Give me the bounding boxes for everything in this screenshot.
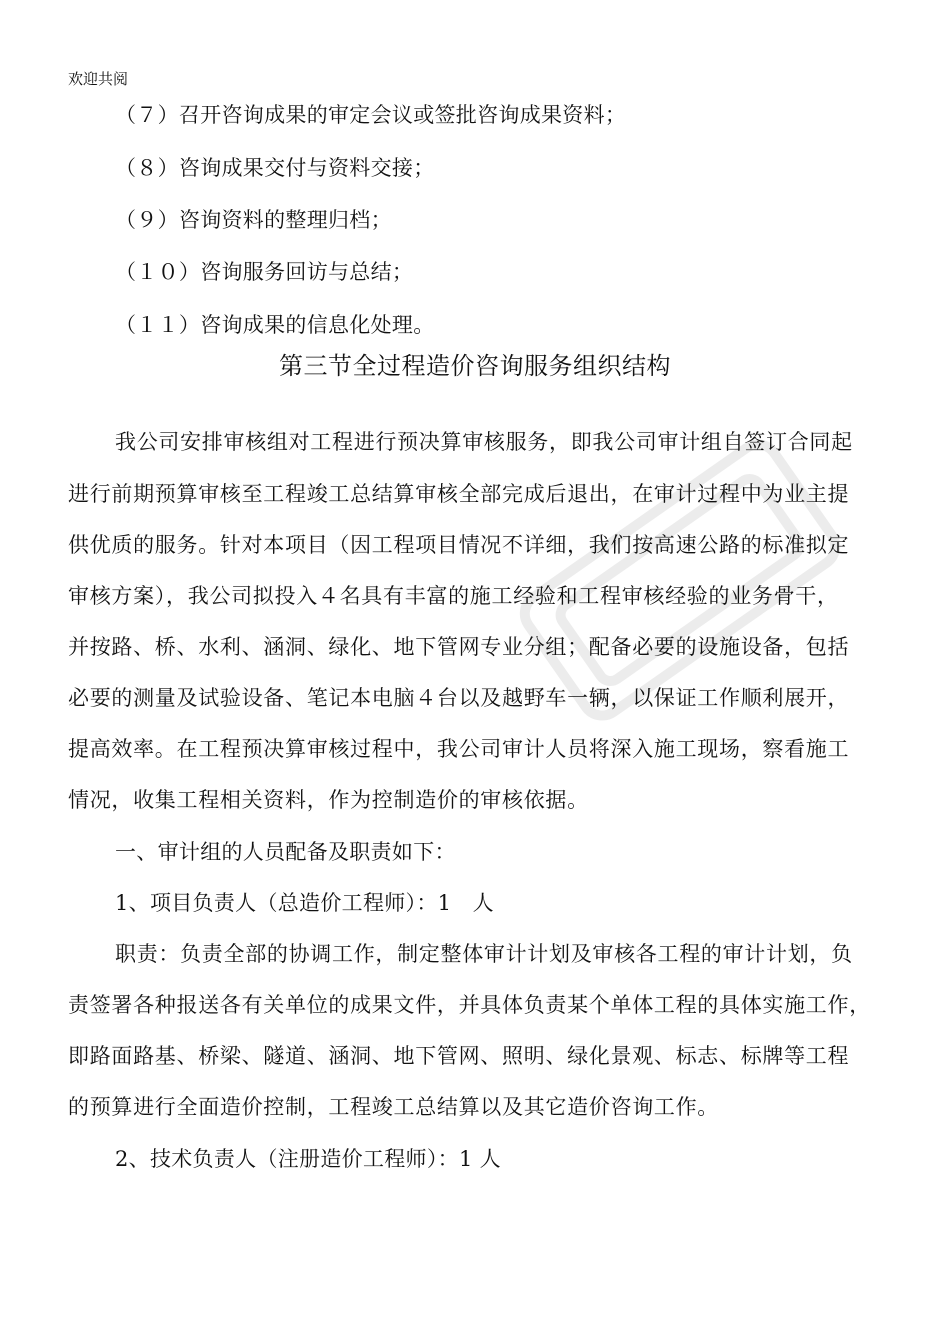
paragraph-line: 即路面路基、桥梁、隧道、涵洞、地下管网、照明、绿化景观、标志、标牌等工程	[68, 1044, 850, 1068]
paragraph-line: 审核方案），我公司拟投入４名具有丰富的施工经验和工程审核经验的业务骨干，	[68, 584, 839, 608]
role-line: 2、技术负责人（注册造价工程师）：1 人	[115, 1147, 501, 1171]
role-line: 1、项目负责人（总造价工程师）：1 人	[115, 891, 494, 915]
header-note: 欢迎共阅	[68, 70, 129, 88]
paragraph-line: 进行前期预算审核至工程竣工总结算审核全部完成后退出，在审计过程中为业主提	[68, 482, 850, 506]
paragraph-line: 情况，收集工程相关资料，作为控制造价的审核依据。	[68, 788, 589, 812]
section-title: 第三节全过程造价咨询服务组织结构	[279, 352, 671, 380]
paragraph-line: 我公司安排审核组对工程进行预决算审核服务，即我公司审计组自签订合同起	[115, 430, 853, 454]
list-item: （７）召开咨询成果的审定会议或签批咨询成果资料；	[115, 103, 627, 127]
list-item: （８）咨询成果交付与资料交接；	[115, 156, 435, 180]
paragraph-line: 并按路、桥、水利、涵洞、绿化、地下管网专业分组；配备必要的设施设备，包括	[68, 635, 850, 659]
paragraph-line: 的预算进行全面造价控制，工程竣工总结算以及其它造价咨询工作。	[68, 1095, 719, 1119]
paragraph-line: 提高效率。在工程预决算审核过程中，我公司审计人员将深入施工现场，察看施工	[68, 737, 850, 761]
paragraph-line: 职责：负责全部的协调工作，制定整体审计计划及审核各工程的审计计划，负	[115, 942, 853, 966]
list-item: （１１）咨询成果的信息化处理。	[115, 313, 435, 337]
paragraph-line: 责签署各种报送各有关单位的成果文件，并具体负责某个单体工程的具体实施工作，	[68, 993, 871, 1017]
subheading: 一、审计组的人员配备及职责如下：	[115, 840, 456, 864]
paragraph-line: 供优质的服务。针对本项目（因工程项目情况不详细，我们按高速公路的标准拟定	[68, 533, 850, 557]
list-item: （１０）咨询服务回访与总结；	[115, 260, 414, 284]
list-item: （９）咨询资料的整理归档；	[115, 208, 392, 232]
watermark-stamp	[470, 360, 890, 800]
paragraph-line: 必要的测量及试验设备、笔记本电脑４台以及越野车一辆，以保证工作顺利展开，	[68, 686, 850, 710]
